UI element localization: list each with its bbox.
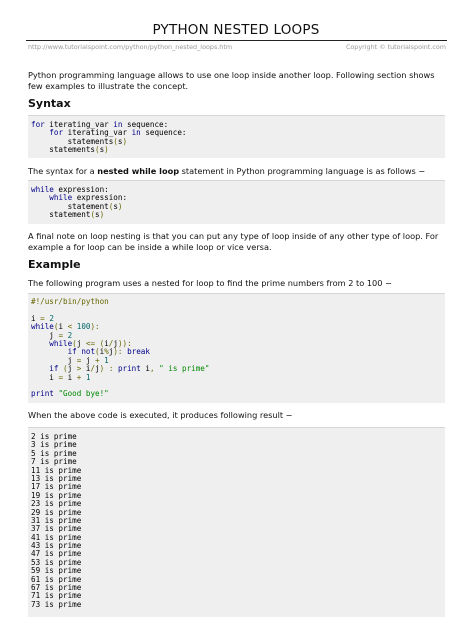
code-token: in [113,120,123,129]
output-line: 2 is prime [31,432,77,441]
code-token: iterating_var [63,128,132,138]
output-line: 17 is prime [31,482,82,492]
output-block [28,427,445,617]
code-token: ( [90,210,96,220]
copyright-notice: Copyright © tutorialspoint.com [345,43,446,51]
code-token: : [108,364,114,374]
output-line: 11 is prime [31,465,82,475]
output-line: 59 is prime [31,566,82,576]
code-token: j [31,355,77,365]
while-intro-text: The syntax for a [28,166,98,176]
code-token: statements [31,136,114,146]
example-code-block [28,293,445,403]
code-token: i [31,313,41,323]
code-token: 1 [85,372,91,382]
result-intro-paragraph: When the above code is executed, it produces following result − [28,410,293,420]
output-line: 19 is prime [31,490,82,500]
code-token: for [49,128,64,138]
code-token: s [113,201,118,211]
code-token: not [81,347,96,357]
output-line: 61 is prime [31,574,82,584]
code-token: i [63,372,77,382]
output-line: 31 is prime [31,515,82,525]
code-token: expression: [53,185,109,194]
code-token: while [49,193,73,203]
code-token: j [67,364,77,374]
intro-paragraph: Python programming language allows to use one loop inside another loop. Following section shows few examples to illustrate the concept. [28,70,435,91]
code-token: j [76,338,86,348]
code-token: ( [99,338,105,348]
output-line: 47 is prime [31,549,82,559]
code-token: , [149,364,155,374]
code-token: while [31,322,54,332]
code-token: % [104,347,109,357]
code-token: if [49,364,59,374]
code-token: statements [31,145,96,155]
code-token: ) [117,201,123,211]
example-heading: Example [28,258,81,271]
output-line: 67 is prime [31,583,82,593]
output-line: 53 is prime [31,557,82,567]
code-token: ( [108,201,114,211]
output-line: 29 is prime [31,507,82,517]
code-token: j [95,364,100,374]
final-note-paragraph: A final note on loop nesting is that you can put any type of loop inside of any other type of loop. For example a for loop can be inside a while loop or vice versa. [28,231,439,252]
code-token: j [108,347,114,357]
code-token: s [99,145,105,155]
while-syntax-code-block [28,180,445,224]
code-token: / [108,338,114,348]
code-line [31,306,445,314]
code-line [31,211,445,219]
code-token: ): [90,322,100,332]
code-token: iterating_var [44,120,114,129]
code-token: = [76,355,82,365]
code-token: statement [31,210,91,220]
code-token: < [67,322,73,332]
code-token: ) [104,145,109,155]
title-divider [26,40,447,41]
code-token: ) [99,364,105,374]
code-token: sequence: [140,128,187,138]
code-token: ) [99,210,105,220]
code-token: <= [85,338,96,348]
code-token: i [81,364,91,374]
source-url[interactable]: http://www.tutorialspoint.com/python/python_nested_loops.htm [28,43,233,51]
code-token: ( [95,145,100,155]
code-token: + [76,372,82,382]
code-token: = [58,330,64,340]
output-line: 13 is prime [31,473,82,483]
code-token: j [113,338,118,348]
code-token: + [95,355,100,365]
code-token: in [131,128,141,138]
while-intro-bold: nested while loop [97,166,180,176]
page-title: PYTHON NESTED LOOPS [152,22,320,38]
output-line: 37 is prime [31,524,82,534]
code-token: ( [72,338,77,348]
code-line [31,298,445,306]
code-token: print [117,364,141,374]
code-token: while [31,185,54,194]
code-token: ( [63,364,68,374]
output-line: 5 is prime [31,448,77,458]
code-token: s [95,210,100,220]
code-token: sequence: [122,120,169,129]
code-token: 100 [76,322,91,332]
output-line: 73 is prime [31,599,82,609]
code-token: i [31,372,59,382]
code-token: for [31,120,45,129]
while-intro-text-end: statement in Python programming language is as follows − [179,166,426,176]
output-line: 43 is prime [31,541,82,551]
code-token: #!/usr/bin/python [31,297,109,306]
code-token: i [99,347,105,357]
code-line [31,365,445,373]
while-syntax-intro [28,166,448,177]
code-token: "Good bye!" [58,389,109,399]
code-token: ): [113,347,123,357]
code-token: i [104,338,109,348]
code-token: ) [122,136,128,146]
output-line: 3 is prime [31,440,77,450]
code-token: s [117,136,123,146]
code-line [31,390,445,398]
code-token: / [90,364,96,374]
code-line [31,323,445,331]
code-token: 2 [67,330,73,340]
output-line: 23 is prime [31,499,82,509]
code-token: ( [113,136,118,146]
code-token: ( [53,322,59,332]
example-intro-paragraph: The following program uses a nested for loop to find the prime numbers from 2 to 100 − [28,278,392,288]
code-token: )): [117,338,132,348]
code-token: ( [95,347,100,357]
code-token: print [31,389,54,399]
code-token: = [58,372,64,382]
code-token: expression: [72,193,128,203]
code-token: statement [31,201,109,211]
output-line: 71 is prime [31,591,82,601]
code-token: i [58,322,68,332]
code-token: if [67,347,77,357]
code-token: > [76,364,82,374]
code-line [31,374,445,382]
output-line: 7 is prime [31,457,77,467]
output-line: 41 is prime [31,532,82,542]
code-token: break [127,347,150,357]
for-syntax-code-block [28,115,445,158]
code-token: = [40,313,45,323]
code-token: " is prime" [159,364,210,374]
syntax-heading: Syntax [28,97,71,110]
code-token: while [49,338,73,348]
code-token: 1 [104,355,109,365]
code-token: i [140,364,150,374]
code-token: j [31,330,59,340]
code-token: j [81,355,96,365]
code-line [31,146,445,154]
code-token: 2 [49,313,54,323]
